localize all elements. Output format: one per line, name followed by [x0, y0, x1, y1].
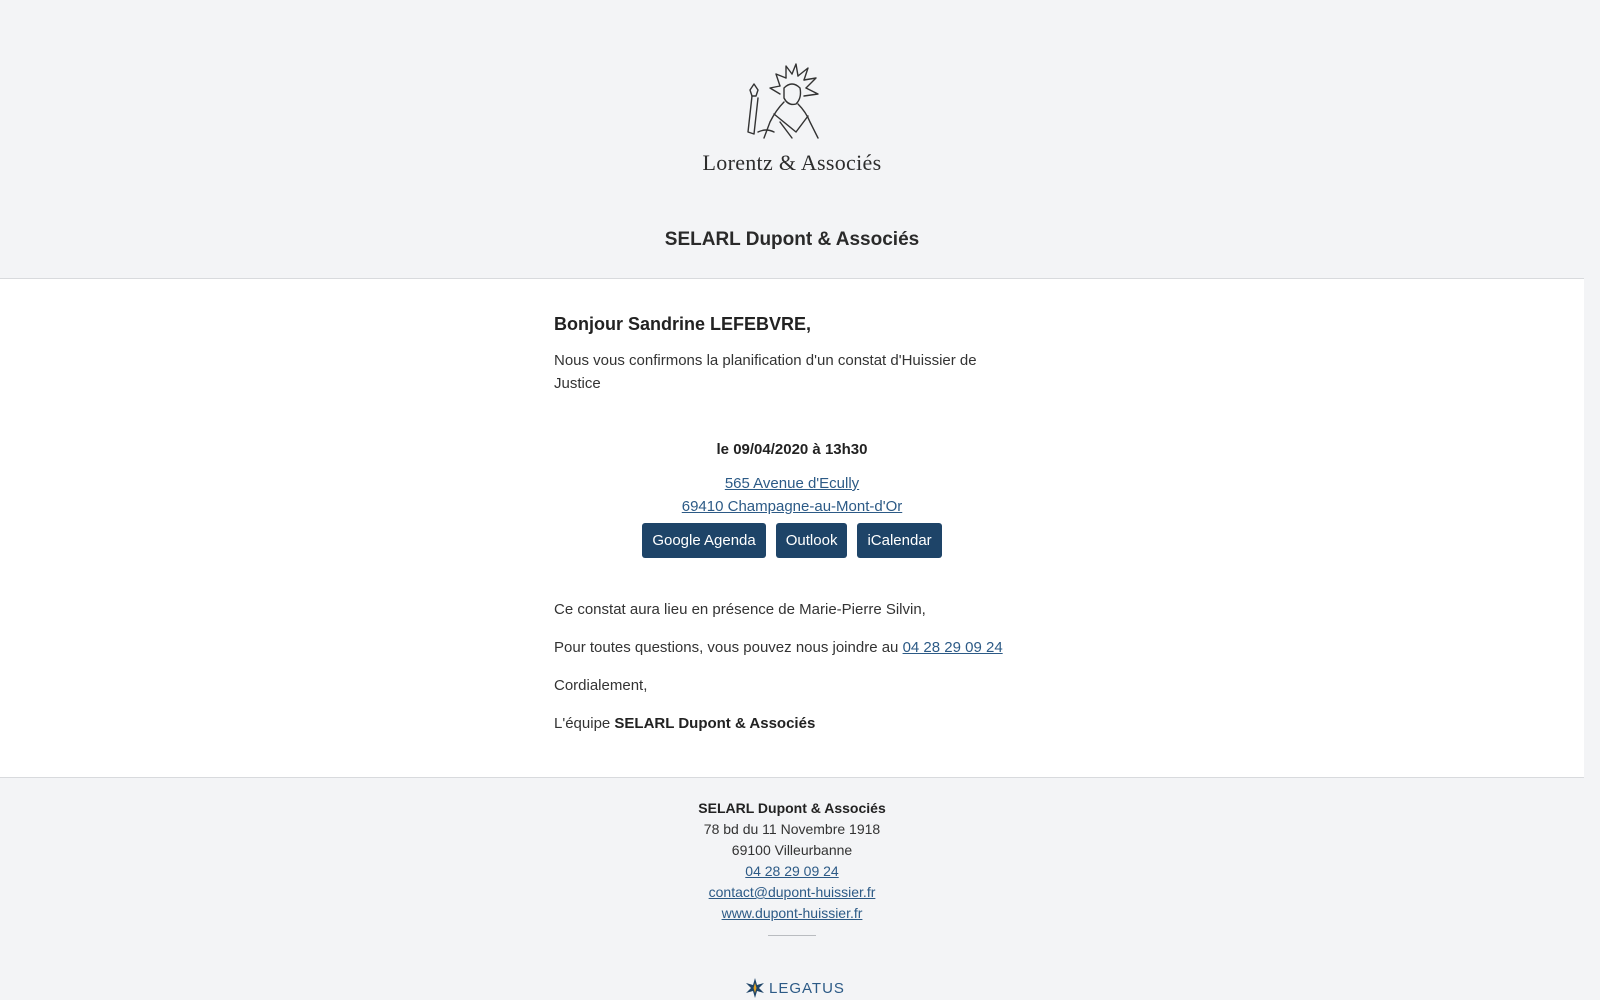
questions-text: Pour toutes questions, vous pouvez nous joindre au [554, 639, 903, 656]
icalendar-button[interactable]: iCalendar [857, 523, 941, 558]
google-agenda-button[interactable]: Google Agenda [642, 523, 765, 558]
footer-address-line2: 69100 Villeurbanne [731, 842, 853, 858]
logo-wordmark: Lorentz & Associés [702, 150, 882, 175]
footer-divider [768, 935, 816, 936]
firm-name-heading: SELARL Dupont & Associés [664, 229, 920, 250]
address-link-line1[interactable]: 565 Avenue d'Ecully [724, 475, 860, 492]
outlook-button[interactable]: Outlook [776, 523, 848, 558]
footer-phone-row [0, 863, 1584, 879]
address-link-line2[interactable]: 69410 Champagne-au-Mont-d'Or [681, 498, 903, 515]
partner-logo-text: LEGATUS [769, 979, 845, 997]
footer-email-row [0, 884, 1584, 900]
email-footer [0, 778, 1584, 1000]
questions-paragraph [554, 639, 1003, 656]
signature-prefix: L'équipe [554, 715, 615, 732]
closing-text: Cordialement, [554, 677, 648, 694]
phone-link[interactable]: 04 28 29 09 24 [902, 639, 1003, 656]
footer-website-link[interactable]: www.dupont-huissier.fr [721, 905, 863, 921]
calendar-buttons [554, 523, 1030, 558]
signature-name: SELARL Dupont & Associés [614, 715, 816, 732]
footer-email-link[interactable]: contact@dupont-huissier.fr [708, 884, 876, 900]
intro-text: Nous vous confirmons la planification d'un constat d'Huissier de Justice [554, 352, 977, 392]
partner-logo[interactable] [744, 977, 845, 999]
footer-phone-link[interactable]: 04 28 29 09 24 [745, 863, 839, 879]
footer-firm-name: SELARL Dupont & Associés [698, 800, 886, 816]
presence-text: Ce constat aura lieu en présence de Marie-Pierre Silvin, [554, 601, 926, 618]
footer-address-line1: 78 bd du 11 Novembre 1918 [703, 821, 881, 837]
legatus-star-icon [744, 977, 766, 999]
email-header [0, 0, 1584, 279]
firm-logo [700, 62, 884, 180]
footer-website-row [0, 905, 1584, 921]
appointment-date: le 09/04/2020 à 13h30 [716, 441, 868, 458]
greeting: Bonjour Sandrine LEFEBVRE, [554, 314, 812, 334]
signature-paragraph [554, 715, 815, 732]
scrollbar-gutter [1584, 0, 1600, 1000]
email-body [0, 279, 1584, 778]
lady-liberty-logo-icon [700, 62, 884, 150]
